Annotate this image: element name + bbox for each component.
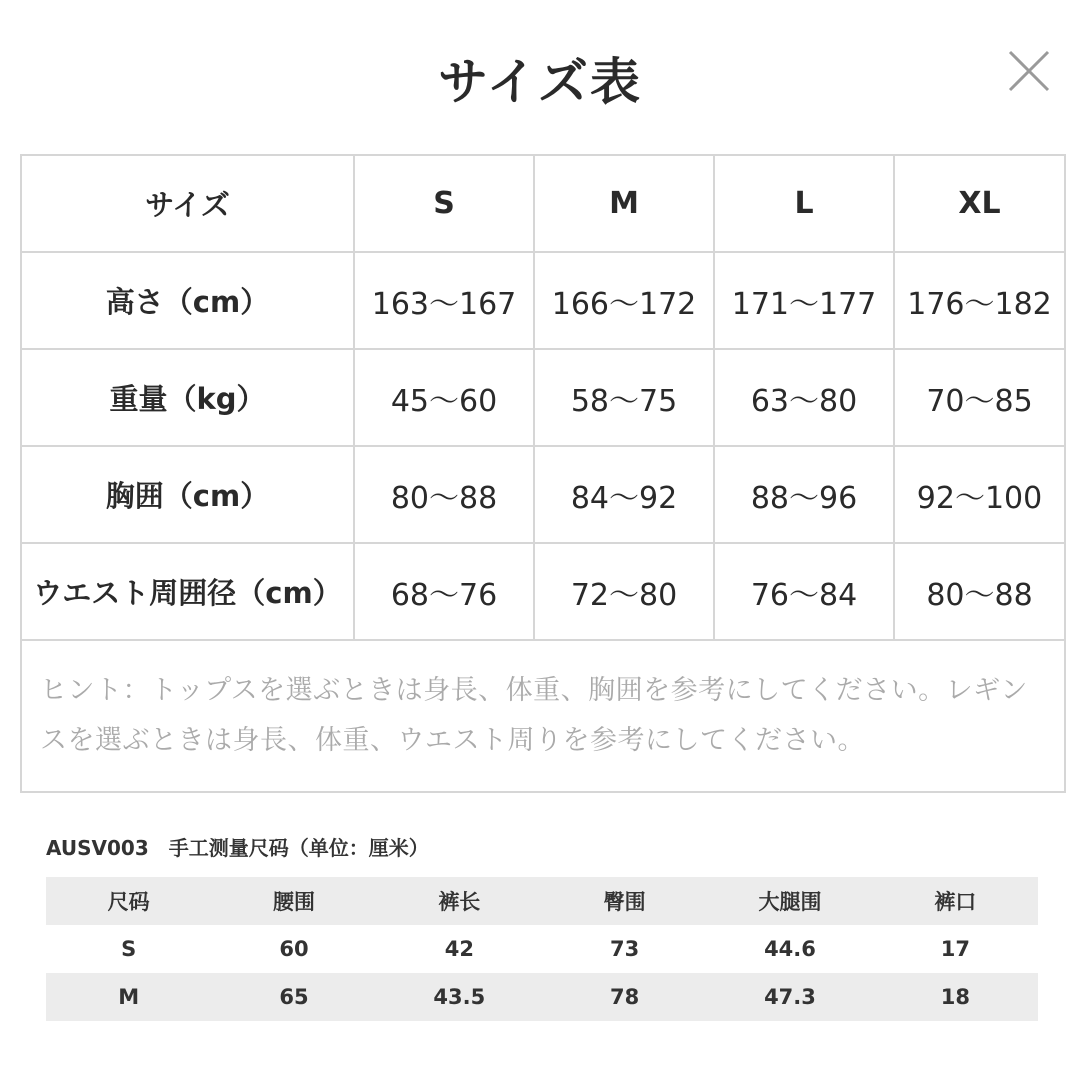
size-header-row [21,155,1065,252]
weight-row [21,349,1065,446]
table-cell: S [121,937,137,961]
table-cell: 70〜85 [894,349,1065,446]
hint-row [21,640,1065,792]
size-header-l: L [714,155,894,252]
chest-row [21,446,1065,543]
hint-text: ヒント：トップスを選ぶときは身長、体重、胸囲を参考にしてください。レギンスを選ぶときは身長、体重、ウエスト周りを参考にしてください。 [21,640,1065,792]
table-row [46,925,1038,973]
table-cell: 166〜172 [534,252,714,349]
table-cell: 47.3 [707,973,872,1021]
table-cell: 45〜60 [354,349,534,446]
height-row [21,252,1065,349]
measure-header-row [46,877,1038,925]
table-row [46,973,1038,1021]
table-cell: 72〜80 [534,543,714,640]
table-cell: 78 [542,973,707,1021]
table-cell: 176〜182 [894,252,1065,349]
table-header-cell: 裤口 [873,877,1038,925]
table-header-cell: 大腿围 [707,877,872,925]
row-label: 胸囲（cm） [21,446,354,543]
table-cell: 92〜100 [894,446,1065,543]
table-header-cell: 裤长 [377,877,542,925]
table-header-cell: 尺码 [46,877,211,925]
table-cell: 63〜80 [714,349,894,446]
size-header-label: サイズ [21,155,354,252]
size-header-m: M [534,155,714,252]
table-cell: 18 [873,973,1038,1021]
table-cell: 44.6 [764,937,816,961]
table-cell: 42 [444,937,474,961]
size-header-s: S [354,155,534,252]
table-cell: 88〜96 [714,446,894,543]
measure-caption: AUSV003 手工测量尺码（单位：厘米） [46,836,429,860]
row-label: 重量（kg） [21,349,354,446]
row-label: 高さ（cm） [21,252,354,349]
waist-row [21,543,1065,640]
table-cell: 17 [940,937,970,961]
close-button[interactable] [1006,48,1052,94]
table-cell: 84〜92 [534,446,714,543]
table-cell: 171〜177 [714,252,894,349]
row-label: ウエスト周囲径（cm） [21,543,354,640]
size-header-xl: XL [894,155,1065,252]
table-cell: 163〜167 [354,252,534,349]
table-cell: 60 [279,937,309,961]
table-cell: 65 [211,973,376,1021]
table-cell: 68〜76 [354,543,534,640]
table-cell: 58〜75 [534,349,714,446]
table-header-cell: 臀围 [542,877,707,925]
table-header-cell: 腰围 [211,877,376,925]
page-title: サイズ表 [438,53,642,111]
measurement-table [46,877,1038,1021]
table-cell: 76〜84 [714,543,894,640]
table-cell: 80〜88 [894,543,1065,640]
close-icon [1006,48,1052,94]
table-cell: 73 [610,937,640,961]
size-chart-table [20,154,1066,793]
table-cell: M [46,973,211,1021]
table-cell: 43.5 [377,973,542,1021]
table-cell: 80〜88 [354,446,534,543]
